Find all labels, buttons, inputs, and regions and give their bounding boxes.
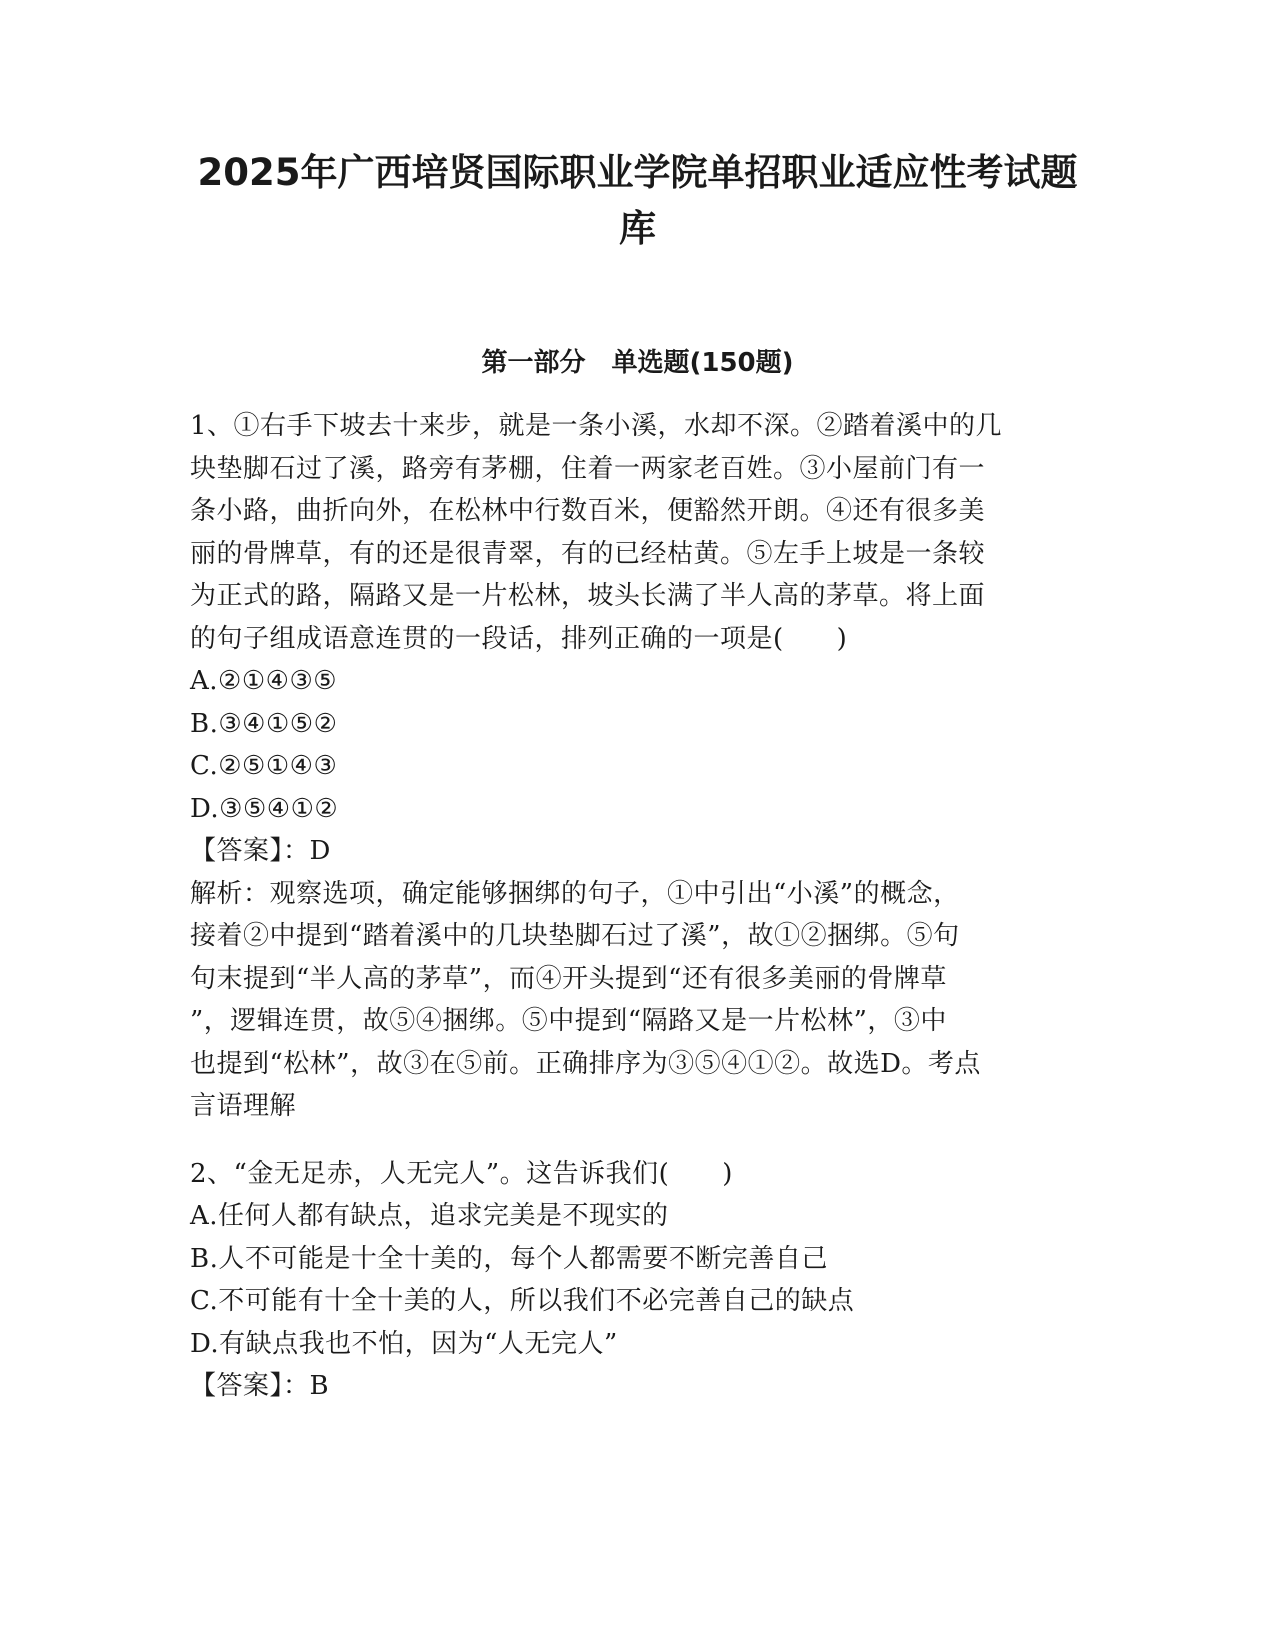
stem-line: 1、①右手下坡去十来步，就是一条小溪，水却不深。②踏着溪中的几 — [190, 411, 1003, 441]
question-1-analysis — [190, 873, 1090, 1128]
option-b: B.③④①⑤② — [190, 708, 338, 739]
analysis-line: ”，逻辑连贯，故⑤④捆绑。⑤中提到“隔路又是一片松林”，③中 — [190, 1006, 947, 1036]
analysis-line: 也提到“松林”，故③在⑤前。正确排序为③⑤④①②。故选D。考点 — [190, 1048, 981, 1079]
option-c: C.不可能有十全十美的人，所以我们不必完善自己的缺点 — [190, 1286, 855, 1316]
question-2-options — [190, 1195, 1090, 1365]
stem-line: 块垫脚石过了溪，路旁有茅棚，住着一两家老百姓。③小屋前门有一 — [190, 453, 986, 484]
analysis-line: 言语理解 — [190, 1091, 297, 1121]
analysis-line: 解析：观察选项，确定能够捆绑的句子，①中引出“小溪”的概念， — [190, 878, 960, 909]
stem-line: 条小路，曲折向外，在松林中行数百米，便豁然开朗。④还有很多美 — [190, 496, 986, 526]
stem-line: 2、“金无足赤，人无完人”。这告诉我们( ) — [190, 1158, 733, 1189]
question-spacer — [190, 1128, 1090, 1153]
question-1-answer: 【答案】：D — [190, 836, 331, 866]
stem-line: 为正式的路，隔路又是一片松林，坡头长满了半人高的茅草。将上面 — [190, 581, 986, 611]
document-title — [160, 145, 1115, 257]
question-2-answer: 【答案】：B — [190, 1371, 330, 1401]
stem-line: 的句子组成语意连贯的一段话，排列正确的一项是( ) — [190, 623, 848, 654]
analysis-line: 接着②中提到“踏着溪中的几块垫脚石过了溪”，故①②捆绑。⑤句 — [190, 921, 960, 951]
option-d: D.③⑤④①② — [190, 793, 339, 824]
section-title: 第一部分 单选题(150题) — [481, 348, 794, 378]
option-b: B.人不可能是十全十美的，每个人都需要不断完善自己 — [190, 1243, 828, 1274]
option-c: C.②⑤①④③ — [190, 751, 338, 781]
question-1-options — [190, 660, 1090, 830]
question-2-stem — [190, 1153, 1090, 1196]
option-a: A.②①④③⑤ — [190, 666, 338, 696]
analysis-line: 句末提到“半人高的茅草”，而④开头提到“还有很多美丽的骨牌草 — [190, 963, 947, 994]
document-title-line-1: 2025年广西培贤国际职业学院单招职业适应性考试题 — [197, 151, 1078, 194]
stem-line: 丽的骨牌草，有的还是很青翠，有的已经枯黄。⑤左手上坡是一条较 — [190, 538, 986, 569]
question-1 — [190, 405, 1090, 1128]
question-2 — [190, 1153, 1090, 1408]
question-list — [190, 405, 1090, 1408]
document-title-line-2: 库 — [619, 207, 656, 250]
option-a: A.任何人都有缺点，追求完美是不现实的 — [190, 1201, 669, 1231]
question-1-stem — [190, 405, 1090, 660]
option-d: D.有缺点我也不怕，因为“人无完人” — [190, 1328, 618, 1359]
